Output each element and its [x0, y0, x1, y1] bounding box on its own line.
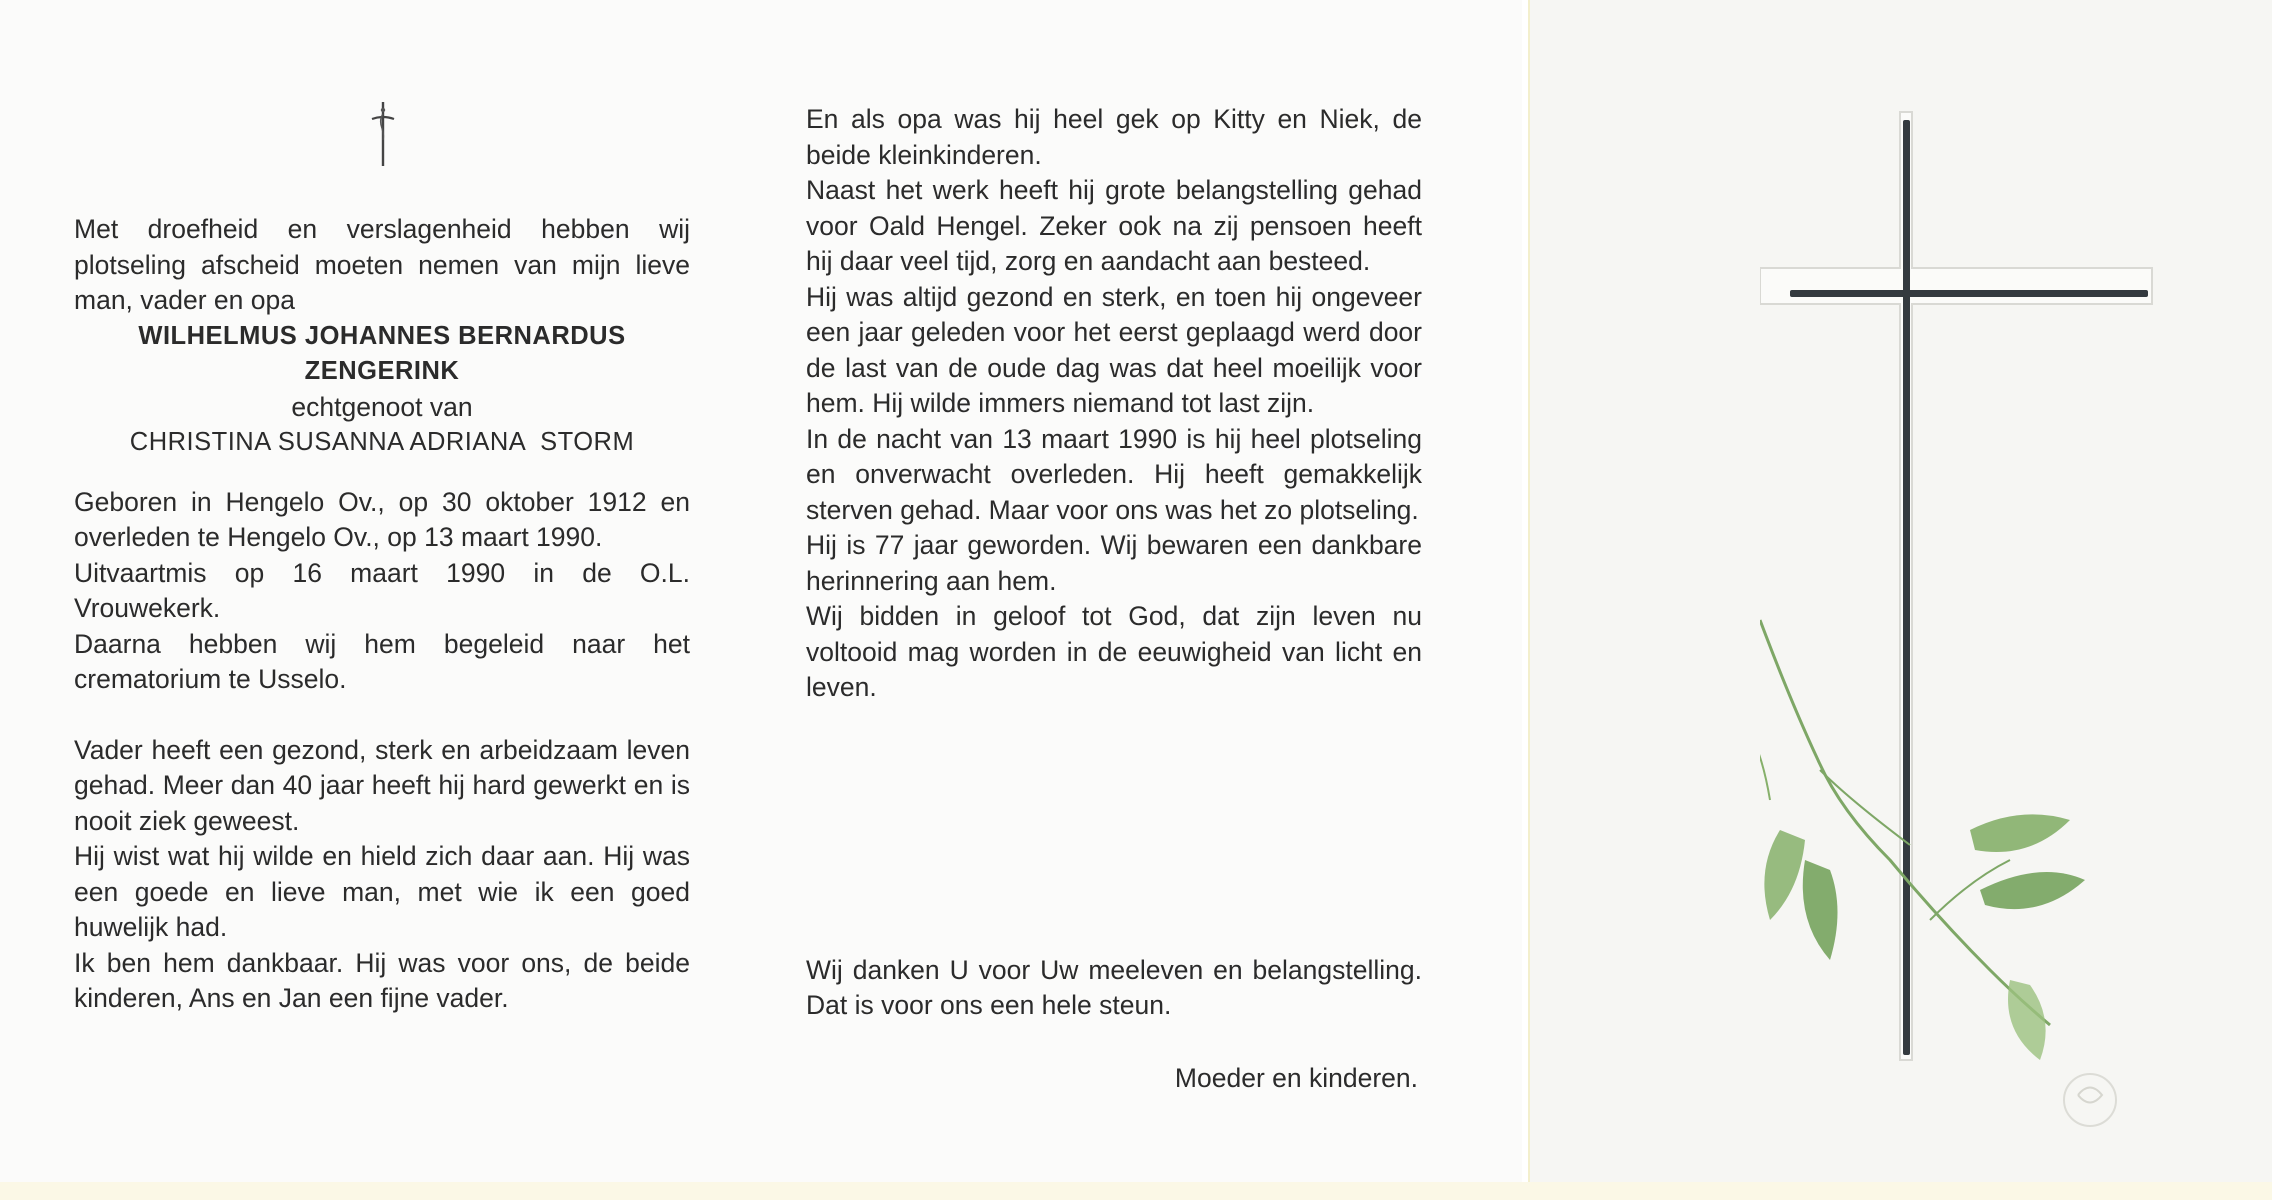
intro-text: Met droefheid en verslagenheid hebben wij plotseling afscheid moeten nemen van mijn lieve man, vader en opa	[74, 214, 690, 315]
age-text: Hij is 77 jaar geworden. Wij bewaren een dankbare herinnering aan hem.	[806, 530, 1422, 596]
funeral-mass-text: Uitvaartmis op 16 maart 1990 in de O.L. Vrouwekerk.	[74, 557, 690, 623]
birth-death-text: Geboren in Hengelo Ov., op 30 oktober 1912 en overleden te Hengelo Ov., op 13 maart 1990.	[74, 486, 690, 552]
spouse-label: echtgenoot van	[291, 391, 473, 422]
cross-with-branch-illustration	[1760, 100, 2180, 1140]
gratitude-text: Ik ben hem dankbaar. Hij was voor ons, de beide kinderen, Ans en Jan een fijne vader.	[74, 947, 690, 1013]
crucifix-icon	[368, 100, 398, 170]
deceased-name-line2: ZENGERINK	[304, 357, 460, 385]
passing-text: In de nacht van 13 maart 1990 is hij heel plotseling en onverwacht overleden. Hij heeft gemakkelijk sterven gehad. Maar voor ons was het zo plotseling.	[806, 423, 1422, 525]
spouse-name: CHRISTINA SUSANNA ADRIANA STORM	[129, 428, 635, 456]
life-text: Vader heeft een gezond, sterk en arbeidzaam leven gehad. Meer dan 40 jaar heeft hij hard gewerkt en is nooit ziek geweest.	[74, 734, 690, 836]
cremation-text: Daarna hebben wij hem begeleid naar het crematorium te Usselo.	[74, 628, 690, 694]
left-column	[74, 212, 690, 1017]
interest-text: Naast het werk heeft hij grote belangstelling gehad voor Oald Hengel. Zeker ook na zij pensoen heeft hij daar veel tijd, zorg en aandacht aan besteed.	[806, 175, 1422, 276]
right-column	[806, 102, 1422, 706]
character-text: Hij wist wat hij wilde en hield zich daar aan. Hij was een goede en lieve man, met wie ik een goed huwelijk had.	[74, 841, 690, 942]
thanks-text: Wij danken U voor Uw meeleven en belangstelling. Dat is voor ons een hele steun.	[806, 954, 1422, 1020]
prayer-text: Wij bidden in geloof tot God, dat zijn leven nu voltooid mag worden in de eeuwigheid van licht en leven.	[806, 601, 1422, 702]
grandchildren-text: En als opa was hij heel gek op Kitty en Niek, de beide kleinkinderen.	[806, 104, 1422, 170]
deceased-name-line1: WILHELMUS JOHANNES BERNARDUS	[138, 321, 626, 350]
paper-edge	[0, 1182, 2272, 1200]
health-text: Hij was altijd gezond en sterk, en toen hij ongeveer een jaar geleden voor het eerst geplaagd werd door de last van de oude dag was dat heel moeilijk voor hem. Hij wilde immers niemand tot last zijn.	[806, 281, 1422, 418]
signoff-text: Moeder en kinderen.	[1174, 1062, 1418, 1093]
